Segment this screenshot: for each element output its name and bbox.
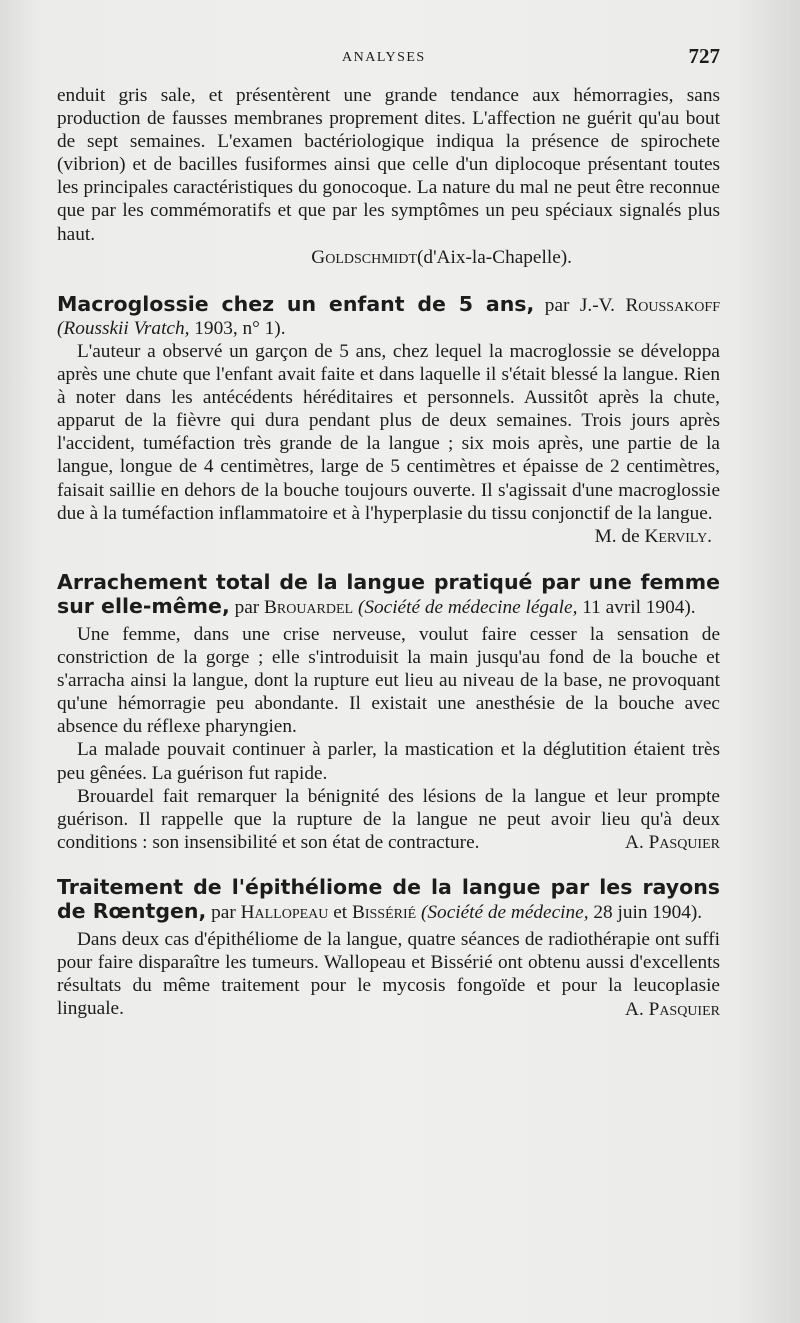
signature-prefix: A. xyxy=(625,831,644,853)
article-by: par J.-V. xyxy=(544,294,615,316)
article-and: et xyxy=(333,902,348,924)
body-paragraph: La malade pouvait continuer à parler, la mastication et la déglutition étaient très peu gênées. La guérison fut rapide. xyxy=(57,739,720,784)
article-heading xyxy=(57,876,720,924)
article-heading xyxy=(57,571,720,619)
article-author: Roussakoff xyxy=(625,294,720,316)
signature xyxy=(57,525,720,548)
article-macroglossie xyxy=(57,293,720,548)
article-by: par xyxy=(234,596,260,618)
article-author: Brouardel xyxy=(264,596,354,618)
article-source: (Rousskii Vratch, xyxy=(57,317,190,339)
signature-name: Kervily. xyxy=(644,525,712,547)
signature-prefix: M. de xyxy=(594,525,640,547)
body-paragraph: Dans deux cas d'épithéliome de la langue, quatre séances de radiothérapie ont suffi pour faire disparaître les tumeurs. Wallopeau et Bissérié ont obtenu aussi d'excellents résultats du même traitement pour le mycosis fongoïde et pour la leucoplasie linguale. xyxy=(57,929,720,1020)
body-paragraph: Brouardel fait remarquer la bénignité des lésions de la langue et leur prompte guérison. Il rappelle que la rupture de la langue ne peut avoir lieu qu'à deux conditions : son insensibilité et son état de contracture. xyxy=(57,785,720,853)
body-paragraph: Une femme, dans une crise nerveuse, voulut faire cesser la sensation de constriction de la gorge ; elle s'introduisit la main jusqu'au fond de la bouche et s'arracha ainsi la langue, dont la rupture eut lieu au niveau de la base, ne provoquant qu'une hémorragie peu abondante. Il existait une anesthésie de la bouche avec absence du réflexe pharyngien. xyxy=(57,623,720,738)
article-source-date: 28 juin 1904). xyxy=(593,902,703,924)
running-title: ANALYSES xyxy=(342,50,426,65)
article-traitement xyxy=(57,876,720,1021)
article-title: Traitement de l'épithéliome de la langue par les rayons de Rœntgen, xyxy=(57,875,720,924)
signature xyxy=(57,998,720,1021)
body-paragraph: enduit gris sale, et présentèrent une grande tendance aux hémorragies, sans production de fausses membranes proprement dites. L'affection ne guérit qu'au bout de sept semaines. L'examen bactériologique indiqua la présence de spirochete (vibrion) et de bacilles fusiformes ainsi que celle d'un diplocoque présentant toutes les principales caractéristiques du gonocoque. La nature du mal ne peut être reconnue que par les commémoratifs et que par les symptômes un peu spéciaux signalés plus haut. xyxy=(57,85,720,245)
signature-name: Pasquier xyxy=(648,998,720,1020)
signature-place: (d'Aix-la-Chapelle). xyxy=(417,246,572,268)
signature xyxy=(57,246,720,269)
article-source: (Société de médecine, xyxy=(421,902,589,924)
article-heading xyxy=(57,293,720,340)
article-source-date: 11 avril 1904). xyxy=(582,596,696,618)
running-header xyxy=(57,44,720,84)
signature-name: Pasquier xyxy=(648,831,720,853)
article-by: par xyxy=(211,902,236,924)
article-source-date: 1903, n° 1). xyxy=(194,317,286,339)
article-author-2: Bissérié xyxy=(351,902,417,924)
signature-prefix: A. xyxy=(625,998,644,1020)
page-number: 727 xyxy=(688,44,720,68)
article-title: Arrachement total de la langue pratiqué par une femme sur elle-même, xyxy=(57,569,720,618)
continued-article xyxy=(57,84,720,269)
article-arrachement xyxy=(57,571,720,854)
article-source: (Société de médecine légale, xyxy=(357,596,578,618)
signature-name: Goldschmidt xyxy=(311,246,418,268)
body-paragraph: L'auteur a observé un garçon de 5 ans, chez lequel la macroglossie se développa après une chute que l'enfant avait faite et dans laquelle il s'était blessé la langue. Rien à noter dans les antécédents héréditaires et personnels. Aussitôt après la chute, apparut de la fièvre qui dura pendant plus de deux semaines. Trois jours après l'accident, tuméfaction très grande de la langue ; six mois après, une partie de la langue, longue de 4 centimètres, large de 5 centimètres et épaisse de 2 centimètres, faisait saillie en dehors de la bouche toujours ouverte. Il s'agissait d'une macroglossie due à la tuméfaction inflammatoire et à l'hyperplasie du tissu conjonctif de la langue. xyxy=(57,340,720,524)
article-author: Hallopeau xyxy=(240,902,329,924)
article-title: Macroglossie chez un enfant de 5 ans, xyxy=(57,291,535,316)
